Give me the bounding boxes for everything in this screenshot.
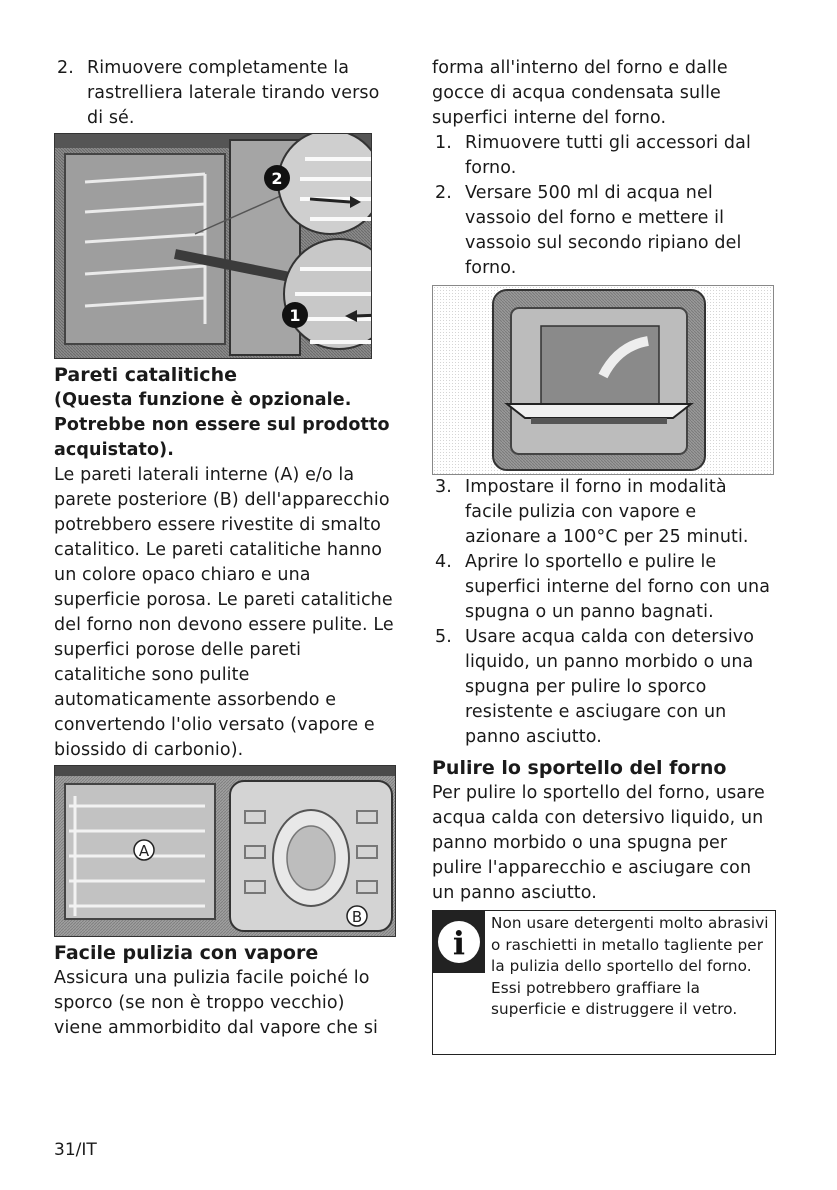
list-text: Impostare il forno in modalità facile pulizia con vapore e azionare a 100°C per 25 minuti.: [465, 477, 749, 547]
info-icon: [433, 911, 485, 973]
list-text: Aprire lo sportello e pulire le superfici interne del forno con una spugna o un panno bagnati.: [465, 552, 771, 622]
list-item-step-3: [432, 475, 776, 550]
list-item-step-4: [432, 550, 776, 625]
callout-1: 1: [289, 306, 301, 325]
list-text: Rimuovere completamente la rastrelliera laterale tirando verso di sé.: [87, 58, 380, 128]
continued-paragraph: forma all'interno del forno e dalle gocce di acqua condensata sulle superfici interne del forno.: [432, 58, 728, 128]
figure-remove-side-rack: [54, 133, 372, 359]
optional-feature-note: (Questa funzione è opzionale. Potrebbe non essere sul prodotto acquistato).: [54, 390, 390, 460]
left-column: [54, 56, 394, 1041]
list-number: 4.: [435, 552, 452, 572]
oven-tray-illustration: [433, 286, 774, 475]
figure-oven-tray-water: [432, 285, 774, 475]
list-number: 2.: [435, 183, 452, 203]
list-number: 3.: [435, 477, 452, 497]
info-icon-letter: i: [452, 924, 466, 962]
oven-rack-illustration: [55, 134, 372, 359]
heading-catalytic-walls: Pareti catalitiche: [54, 364, 237, 386]
list-number: 1.: [435, 133, 452, 153]
list-item-step-1: [432, 131, 776, 181]
list-item-step-5: [432, 625, 776, 750]
list-text: Rimuovere tutti gli accessori dal forno.: [465, 133, 751, 178]
callout-2: 2: [271, 169, 283, 188]
catalytic-walls-illustration: [55, 766, 396, 937]
door-paragraph: Per pulire lo sportello del forno, usare acqua calda con detersivo liquido, un panno morbido o una spugna per pulire l'apparecchio e asciugare con un panno asciutto.: [432, 783, 765, 903]
list-number: 2.: [57, 58, 74, 78]
label-b: B: [351, 908, 363, 926]
list-item-step-2b: [432, 181, 776, 281]
info-note-text: Non usare detergenti molto abrasivi o raschietti in metallo tagliente per la pulizia dello sportello del forno. Essi potrebbero graffiare la superficie e distruggere il vetro.: [491, 914, 769, 1018]
figure-catalytic-walls: [54, 765, 396, 937]
info-note-box: [432, 910, 776, 1055]
heading-clean-door: Pulire lo sportello del forno: [432, 757, 727, 779]
heading-steam-cleaning: Facile pulizia con vapore: [54, 942, 319, 964]
list-text: Usare acqua calda con detersivo liquido, un panno morbido o una spugna per pulire lo sporco resistente e asciugare con un panno asciutto.: [465, 627, 755, 747]
label-a: A: [138, 842, 150, 860]
steam-paragraph: Assicura una pulizia facile poiché lo sporco (se non è troppo vecchio) viene ammorbidito dal vapore che si: [54, 968, 379, 1038]
catalytic-paragraph: Le pareti laterali interne (A) e/o la parete posteriore (B) dell'apparecchio potrebbero essere rivestite di smalto catalitico. Le pareti catalitiche hanno un colore opaco chiaro e una superficie porosa. Le pareti catalitiche del forno non devono essere pulite. Le superfici porose delle pareti catalitiche sono pulite automaticamente assorbendo e convertendo l'olio versato (vapore e biossido di carbonio).: [54, 465, 394, 760]
right-column: [432, 56, 776, 1055]
list-text: Versare 500 ml di acqua nel vassoio del forno e mettere il vassoio sul secondo ripiano del forno.: [465, 183, 742, 278]
list-item-step-2: [54, 56, 394, 131]
list-number: 5.: [435, 627, 452, 647]
page-number: 31/IT: [54, 1140, 97, 1160]
